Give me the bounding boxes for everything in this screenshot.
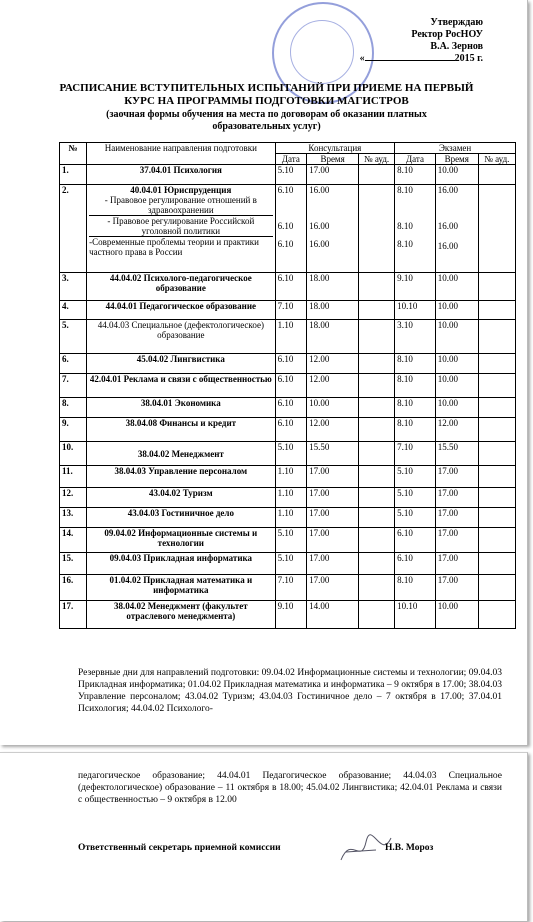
- row-exam-time: 17.00: [435, 488, 478, 508]
- row-exam-room: [478, 398, 515, 418]
- table-row: [60, 320, 516, 354]
- row-name: 09.04.02 Информационные системы и технологии: [87, 528, 275, 553]
- row-exam-date: 7.10: [395, 442, 436, 466]
- row-exam-date: 6.10: [395, 528, 436, 553]
- header-consultation: Консультация: [275, 143, 395, 154]
- row-exam-time: 17.00: [435, 528, 478, 553]
- page-subtitle: [0, 109, 533, 133]
- row-exam-date: 10.10: [395, 301, 436, 320]
- row-cons-time: [307, 185, 359, 273]
- row-exam-date: 8.10: [395, 165, 436, 185]
- exam-date-2: 8.10: [397, 221, 413, 231]
- header-exam-time: Время: [435, 154, 478, 165]
- row-exam-room: [478, 553, 515, 575]
- row-number: 8.: [60, 398, 87, 418]
- cons-date-3: 6.10: [277, 239, 294, 249]
- title-line-2: КУРС НА ПРОГРАММЫ ПОДГОТОВКИ МАГИСТРОВ: [124, 95, 409, 107]
- exam-time-3: 16.00: [437, 241, 459, 251]
- row-cons-time: 17.00: [307, 528, 359, 553]
- row-exam-date: 9.10: [395, 273, 436, 301]
- table-row: [60, 553, 516, 575]
- row-exam-time: [435, 185, 478, 273]
- cons-date-1: 6.10: [277, 185, 294, 195]
- row-name: 44.04.01 Педагогическое образование: [87, 301, 275, 320]
- header-cons-date: Дата: [275, 154, 307, 165]
- row-exam-room: [478, 185, 515, 273]
- row-exam-time: 17.00: [435, 466, 478, 488]
- row-exam-room: [478, 418, 515, 442]
- row-cons-room: [359, 508, 395, 528]
- row-exam-date: 8.10: [395, 418, 436, 442]
- row-exam-time: 10.00: [435, 398, 478, 418]
- secretary-role: Ответственный секретарь приемной комиссии: [78, 843, 281, 853]
- row-cons-room: [359, 301, 395, 320]
- exam-time-1: 16.00: [437, 185, 459, 195]
- row-name: 43.04.02 Туризм: [87, 488, 275, 508]
- exam-time-2: 16.00: [437, 221, 459, 231]
- row-cons-room: [359, 273, 395, 301]
- row-cons-time: 17.00: [307, 575, 359, 601]
- row-exam-time: 10.00: [435, 354, 478, 374]
- row-number: 16.: [60, 575, 87, 601]
- row-exam-time: 10.00: [435, 165, 478, 185]
- row-exam-time: 10.00: [435, 301, 478, 320]
- row-exam-date: 6.10: [395, 553, 436, 575]
- approval-line-1: Утверждаю: [430, 17, 483, 28]
- header-cons-time: Время: [307, 154, 359, 165]
- row-number: 6.: [60, 354, 87, 374]
- approval-line-3: В.А. Зернов: [430, 41, 483, 52]
- row-exam-date: 8.10: [395, 374, 436, 398]
- row-number: 15.: [60, 553, 87, 575]
- row-cons-date: 7.10: [275, 301, 307, 320]
- subtitle-line-2: образовательных услуг): [212, 121, 321, 132]
- row-exam-time: 12.00: [435, 418, 478, 442]
- approval-block: [360, 17, 483, 65]
- table-row: [60, 185, 516, 273]
- row-cons-date: 6.10: [275, 374, 307, 398]
- row-exam-room: [478, 466, 515, 488]
- table-row: [60, 442, 516, 466]
- row-name: 44.04.02 Психолого-педагогическое образование: [87, 273, 275, 301]
- row-exam-time: 17.00: [435, 575, 478, 601]
- row-exam-room: [478, 575, 515, 601]
- row-number: 2.: [60, 185, 87, 273]
- row-cons-time: 17.00: [307, 553, 359, 575]
- row-cons-room: [359, 601, 395, 629]
- header-exam: Экзамен: [395, 143, 516, 154]
- table-row: [60, 601, 516, 629]
- row-exam-date: 8.10: [395, 575, 436, 601]
- row-cons-room: [359, 374, 395, 398]
- header-name: Наименование направления подготовки: [87, 143, 275, 165]
- row-cons-time: 10.00: [307, 398, 359, 418]
- table-row: [60, 528, 516, 553]
- row-exam-room: [478, 528, 515, 553]
- header-exam-room: № ауд.: [478, 154, 515, 165]
- row-name: 38.04.03 Управление персоналом: [87, 466, 275, 488]
- row-cons-time: 18.00: [307, 301, 359, 320]
- row-exam-room: [478, 273, 515, 301]
- row-cons-room: [359, 320, 395, 354]
- table-row: [60, 398, 516, 418]
- header-exam-date: Дата: [395, 154, 436, 165]
- approval-date: [360, 53, 483, 65]
- row-exam-room: [478, 601, 515, 629]
- title-line-1: РАСПИСАНИЕ ВСТУПИТЕЛЬНЫХ ИСПЫТАНИЙ ПРИ ПРИЕМЕ НА ПЕРВЫЙ: [59, 82, 474, 94]
- row-cons-room: [359, 466, 395, 488]
- approval-date-prefix: «: [359, 53, 365, 64]
- row-cons-date: 5.10: [275, 165, 307, 185]
- row-exam-date: 5.10: [395, 466, 436, 488]
- row-name: [87, 185, 275, 273]
- row-number: 1.: [60, 165, 87, 185]
- row-exam-date: 5.10: [395, 508, 436, 528]
- row-cons-room: [359, 442, 395, 466]
- row-exam-room: [478, 165, 515, 185]
- table-row: [60, 273, 516, 301]
- subtitle-line-1: (заочная формы обучения на места по договорам об оказании платных: [106, 109, 427, 120]
- row-exam-time: 10.00: [435, 601, 478, 629]
- header-cons-room: № ауд.: [359, 154, 395, 165]
- page-title: [0, 82, 533, 108]
- row-subprogram-2: - Правовое регулирование Российской уголовной политики: [89, 216, 272, 237]
- row-cons-time: 17.00: [307, 165, 359, 185]
- row-cons-room: [359, 165, 395, 185]
- row-cons-date: 5.10: [275, 528, 307, 553]
- row-name: 45.04.02 Лингвистика: [87, 354, 275, 374]
- row-name: 38.04.08 Финансы и кредит: [87, 418, 275, 442]
- row-cons-room: [359, 398, 395, 418]
- cons-time-1: 16.00: [309, 185, 330, 195]
- row-name: 42.04.01 Реклама и связи с общественностью: [87, 374, 275, 398]
- row-cons-date: 5.10: [275, 442, 307, 466]
- table-row: [60, 575, 516, 601]
- row-cons-room: [359, 575, 395, 601]
- row-cons-time: 17.00: [307, 466, 359, 488]
- schedule-table: [59, 142, 516, 629]
- row-exam-time: 10.00: [435, 320, 478, 354]
- cons-time-2: 16.00: [309, 221, 330, 231]
- row-cons-date: 1.10: [275, 466, 307, 488]
- approval-line-2: Ректор РосНОУ: [411, 29, 483, 40]
- row-exam-time: 15.50: [435, 442, 478, 466]
- secretary-name: Н.В. Мороз: [385, 843, 434, 853]
- row-number: 12.: [60, 488, 87, 508]
- exam-date-1: 8.10: [397, 185, 413, 195]
- row-cons-time: 18.00: [307, 273, 359, 301]
- table-row: [60, 374, 516, 398]
- table-row: [60, 488, 516, 508]
- row-cons-time: 12.00: [307, 374, 359, 398]
- row-name: 09.04.03 Прикладная информатика: [87, 553, 275, 575]
- row-name-main: 40.04.01 Юриспруденция: [130, 185, 232, 195]
- row-exam-time: 10.00: [435, 374, 478, 398]
- row-cons-date: 1.10: [275, 320, 307, 354]
- row-cons-time: 15.50: [307, 442, 359, 466]
- table-row: [60, 301, 516, 320]
- row-exam-room: [478, 354, 515, 374]
- cons-time-3: 16.00: [309, 239, 330, 249]
- row-cons-time: 17.00: [307, 508, 359, 528]
- row-cons-time: 18.00: [307, 320, 359, 354]
- row-exam-date: 10.10: [395, 601, 436, 629]
- row-cons-room: [359, 553, 395, 575]
- row-number: 7.: [60, 374, 87, 398]
- row-number: 10.: [60, 442, 87, 466]
- row-exam-date: 3.10: [395, 320, 436, 354]
- row-cons-date: 5.10: [275, 553, 307, 575]
- row-name: 38.04.02 Менеджмент (факультет отраслевого менеджмента): [87, 601, 275, 629]
- row-name: 44.04.03 Специальное (дефектологическое) образование: [87, 320, 275, 354]
- row-cons-date: 1.10: [275, 488, 307, 508]
- row-exam-room: [478, 301, 515, 320]
- cons-date-2: 6.10: [277, 221, 294, 231]
- table-row: [60, 508, 516, 528]
- table-header-row: [60, 143, 516, 154]
- table-row: [60, 354, 516, 374]
- reserve-days-text-continued: педагогическое образование; 44.04.01 Педагогическое образование; 44.04.03 Специальное (дефектологическое) образование – 11 октября в 18.00; 45.04.02 Лингвистика; 42.04.01 Реклама и связи с общественностью – 9 октября в 12.00: [78, 771, 502, 805]
- row-name: 38.04.02 Менеджмент: [87, 442, 275, 466]
- row-cons-room: [359, 185, 395, 273]
- row-cons-date: 9.10: [275, 601, 307, 629]
- row-cons-time: 14.00: [307, 601, 359, 629]
- row-cons-room: [359, 354, 395, 374]
- row-exam-room: [478, 374, 515, 398]
- row-name: 43.04.03 Гостиничное дело: [87, 508, 275, 528]
- row-name: 01.04.02 Прикладная математика и информатика: [87, 575, 275, 601]
- row-exam-date: 5.10: [395, 488, 436, 508]
- row-exam-room: [478, 508, 515, 528]
- row-number: 9.: [60, 418, 87, 442]
- row-exam-room: [478, 320, 515, 354]
- row-exam-date: 8.10: [395, 398, 436, 418]
- row-exam-time: 10.00: [435, 273, 478, 301]
- row-cons-date: 1.10: [275, 508, 307, 528]
- row-cons-date: 6.10: [275, 273, 307, 301]
- table-row: [60, 466, 516, 488]
- row-number: 13.: [60, 508, 87, 528]
- row-cons-date: 7.10: [275, 575, 307, 601]
- row-exam-time: 17.00: [435, 553, 478, 575]
- row-cons-time: 17.00: [307, 488, 359, 508]
- row-exam-room: [478, 488, 515, 508]
- row-cons-time: 12.00: [307, 418, 359, 442]
- row-cons-date: 6.10: [275, 354, 307, 374]
- row-cons-time: 12.00: [307, 354, 359, 374]
- row-exam-time: 17.00: [435, 508, 478, 528]
- row-name: 38.04.01 Экономика: [87, 398, 275, 418]
- exam-date-3: 8.10: [397, 239, 413, 249]
- row-cons-room: [359, 418, 395, 442]
- approval-date-year: 2015 г.: [454, 53, 483, 64]
- row-number: 17.: [60, 601, 87, 629]
- row-name: 37.04.01 Психология: [87, 165, 275, 185]
- row-subprogram-3: -Современные проблемы теории и практики частного права в России: [89, 237, 259, 257]
- reserve-days-text: Резервные дни для направлений подготовки: 09.04.02 Информационные системы и технологии; 09.04.03 Прикладная информатика; 01.04.02 Прикладная математика и информатика – 9 октября в 17.00; 38.04.03 Управление персоналом; 43.04.02 Туризм; 43.04.03 Гостиничное дело – 7 октября в 17.00; 37.04.01 Психология; 44.04.02 Психолого-: [78, 668, 502, 714]
- row-cons-room: [359, 488, 395, 508]
- table-row: [60, 418, 516, 442]
- row-number: 11.: [60, 466, 87, 488]
- row-subprogram-1: - Правовое регулирование отношений в здравоохранении: [89, 195, 272, 216]
- row-exam-room: [478, 442, 515, 466]
- row-cons-date: 6.10: [275, 398, 307, 418]
- table-row: [60, 165, 516, 185]
- row-exam-date: 8.10: [395, 354, 436, 374]
- row-number: 5.: [60, 320, 87, 354]
- row-number: 14.: [60, 528, 87, 553]
- row-cons-date: [275, 185, 307, 273]
- row-cons-room: [359, 528, 395, 553]
- row-number: 3.: [60, 273, 87, 301]
- header-number: №: [60, 143, 87, 165]
- row-number: 4.: [60, 301, 87, 320]
- row-exam-date: [395, 185, 436, 273]
- row-cons-date: 6.10: [275, 418, 307, 442]
